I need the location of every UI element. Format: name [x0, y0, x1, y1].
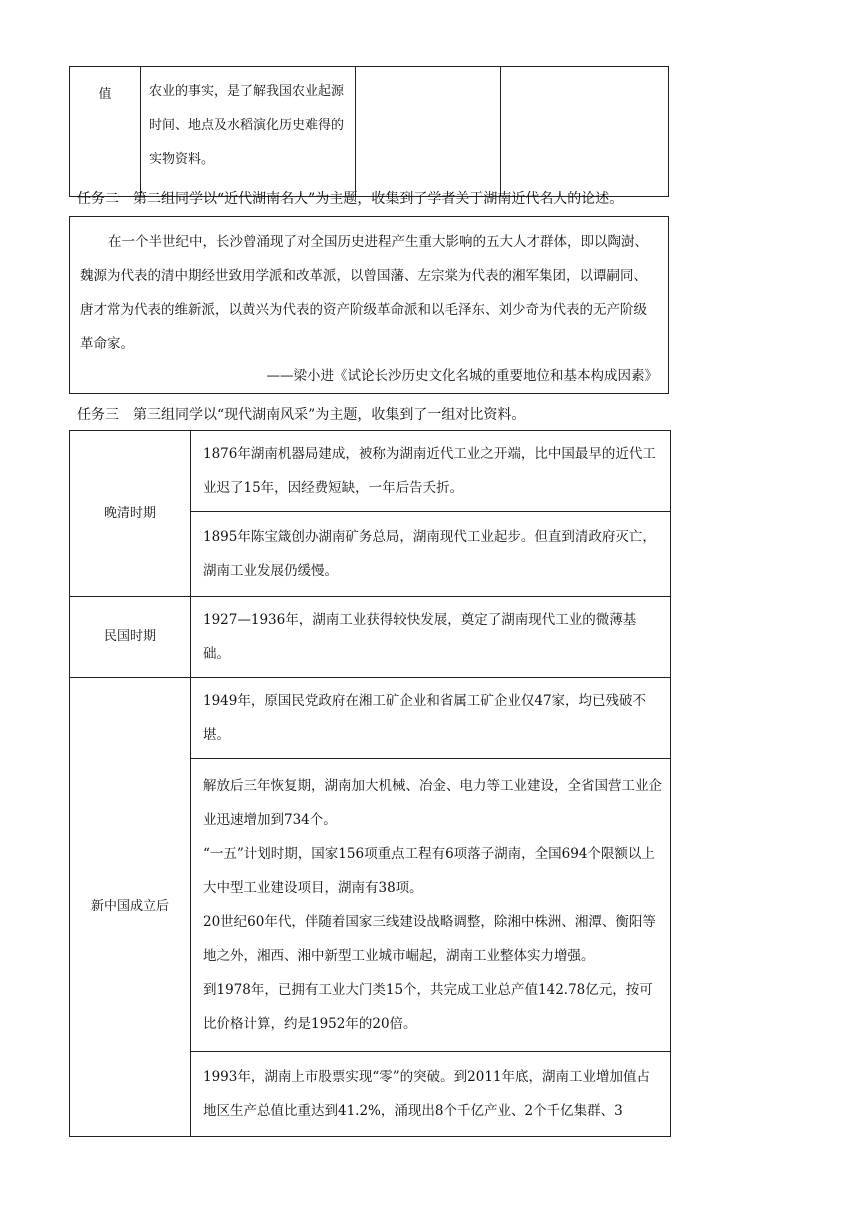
paragraph: 到1978年，已拥有工业大门类15个，共完成工业总产值142.78亿元，按可比价格计算，约是1952年的20倍。	[203, 982, 653, 1032]
entry-development	[191, 759, 671, 1052]
entry-1949: 1949年，原国民党政府在湘工矿企业和省属工矿企业仅47家，均已残破不堪。	[191, 678, 671, 759]
period-republic: 民国时期	[70, 597, 191, 678]
quote-source: ——梁小进《试论长沙历史文化名城的重要地位和基本构成因素》	[266, 368, 658, 384]
paragraph: “一五”计划时期，国家156项重点工程有6项落子湖南，全国694个限额以上大中型工业建设项目，湖南有38项。	[203, 846, 655, 896]
period-prc: 新中国成立后	[70, 678, 191, 1137]
task-two-heading: 任务二 第二组同学以“近代湖南名人”为主题，收集到了学者关于湖南近代名人的论述。	[77, 191, 624, 207]
paragraph: 20世纪60年代，伴随着国家三线建设战略调整，除湘中株洲、湘潭、衡阳等地之外，湘西、湘中新型工业城市崛起，湖南工业整体实力增强。	[203, 914, 656, 964]
paragraph: 解放后三年恢复期，湖南加大机械、冶金、电力等工业建设，全省国营工业企业迅速增加到734个。	[203, 778, 662, 828]
quote-box	[69, 216, 669, 394]
quote-text: 在一个半世纪中，长沙曾涌现了对全国历史进程产生重大影响的五大人才群体，即以陶澍、魏源为代表的清中期经世致用学派和改革派，以曾国藩、左宗棠为代表的湘军集团，以谭嗣同、唐才常为代表的维新派，以黄兴为代表的资产阶级革命派和以毛泽东、刘少奇为代表的无产阶级革命家。	[80, 234, 648, 352]
task-three-heading: 任务三 第三组同学以“现代湖南风采”为主题，收集到了一组对比资料。	[77, 407, 526, 423]
table-row	[70, 597, 671, 678]
comparison-table	[69, 430, 671, 1137]
entry-1927: 1927—1936年，湖南工业获得较快发展，奠定了湖南现代工业的微薄基础。	[191, 597, 671, 678]
empty-cell	[356, 67, 501, 197]
table-row	[70, 431, 671, 512]
entry-1993: 1993年，湖南上市股票实现“零”的突破。到2011年底，湖南工业增加值占地区生产总值比重达到41.2%，涌现出8个千亿产业、2个千亿集群、3	[191, 1052, 671, 1137]
table-row	[70, 67, 669, 197]
origins-table	[69, 66, 669, 197]
row-label: 值	[70, 67, 141, 197]
row-content: 农业的事实，是了解我国农业起源时间、地点及水稻演化历史难得的实物资料。	[141, 67, 356, 197]
empty-cell	[501, 67, 669, 197]
period-late-qing: 晚清时期	[70, 431, 191, 597]
entry-1895: 1895年陈宝箴创办湖南矿务总局，湖南现代工业起步。但直到清政府灭亡，湖南工业发展仍缓慢。	[191, 512, 671, 597]
entry-1876: 1876年湖南机器局建成，被称为湖南近代工业之开端，比中国最早的近代工业迟了15年，因经费短缺，一年后告夭折。	[191, 431, 671, 512]
table-row	[70, 678, 671, 759]
